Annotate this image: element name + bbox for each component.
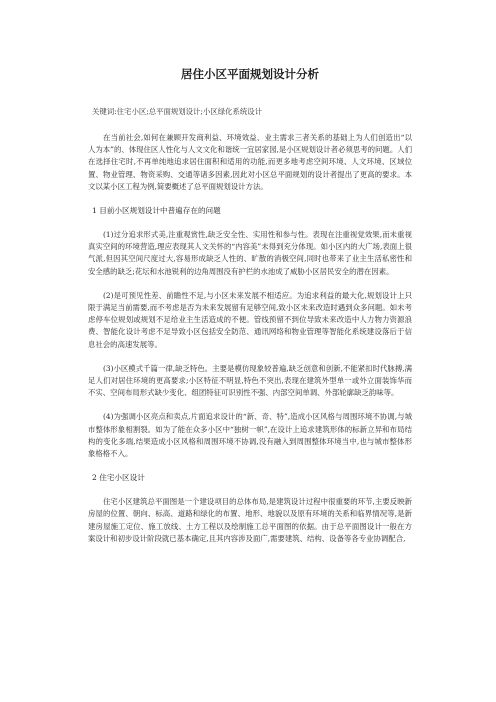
document-title: 居住小区平面规划设计分析 <box>181 67 319 81</box>
section-heading-1: 1 目前小区规划设计中普遍存在的问题 <box>92 206 221 216</box>
paragraph-4: (4)为强调小区亮点和卖点,片面追求设计的“新、奇、特”,造成小区风格与周围环境不协调,与城市整体形象相割裂。如为了能在众多小区中“独树一帜”,在设计上追求建筑形体的标新立异和布局结构的变化多端,结果造成小区风格和周围环境不协调,没有融入到周围整体环境当中,也与城市整体形象格格不入。 <box>88 412 412 459</box>
paragraph-2: (2)是可预见性差、前瞻性不足,与小区未来发展不相适应。为追求利益的最大化,规划设计上只限于满足当前需要,而不考虑是否为未来发展留有足够空间,致小区未来改造时遇到众多问题。如未考虑停车位规划或规划不足给业主生活造成的不便。管线预留不到位导致未来改造中人力物力资源浪费、智能化设计考虑不足导致小区包括安全防范、通讯网络和物业管理等智能化系统建设落后于信息社会的高速发展等。 <box>88 290 412 349</box>
keywords-line: 关键词:住宅小区;总平面规划设计;小区绿化系统设计 <box>92 107 263 116</box>
paragraph-1: (1)过分追求形式美,注重观赏性,缺乏安全性、实用性和参与性。表现在注重视觉效果,而未重视真实空间的环境营造,理应表现其人文关怀的“内容美”未得到充分体现。如小区内的大广场,表面上很气派,但因其空间尺度过大,容易形成缺乏人性的、旷散的消极空间,同时也带来了业主生活私密性和安全感的缺乏;花坛和水池锐利的边角周围没有护栏的水池成了威胁小区居民安全的潜在因素。 <box>88 230 412 276</box>
paragraph-5: 住宅小区建筑总平面图是一个建设项目的总体布局,是建筑设计过程中很重要的环节,主要反映新房屋的位置、朝向、标高、道路和绿化的布置、地形、地貌以及原有环境的关系和临界情况等,是新建房屋施工定位、施工放线、土方工程以及绘制施工总平面图的依据。由于总平面图设计一般在方案设计和初步设计阶段就已基本确定,且其内容涉及面广,需要建筑、结构、设备等各专业协调配合, <box>88 497 412 543</box>
paragraph-3: (3)小区模式千篇一律,缺乏特色。主要是模仿现象较普遍,缺乏创意和创新,不能紧扣时代脉搏,满足人们对居住环境的更高要求;小区特征不明显,特色不突出,表现在建筑外型单一或外立面装饰华而不实、空间布局形式缺少变化、组团特征可识别性不强、内部空间单调、外部轮廓缺乏韵味等。 <box>88 363 412 398</box>
intro-paragraph: 在当前社会,如何在兼顾开发商利益、环境效益、业主需求三者关系的基础上为人们创造出“以人为本”的、体现住区人性化与人文文化和谐统一宜居家园,是小区规划设计者必须思考的问题。人们在选择住宅时,不再单纯地追求居住面积和适用的功能,而更多地考虑空间环境、人文环境、区域位置、物业管理、物资采购、交通等诸多因素,因此对小区总平面规划的设计者提出了更高的要求。本文以某小区工程为例,简要概述了总平面规划设计方法。 <box>88 133 412 191</box>
section-heading-2: 2 住宅小区设计 <box>92 473 145 483</box>
